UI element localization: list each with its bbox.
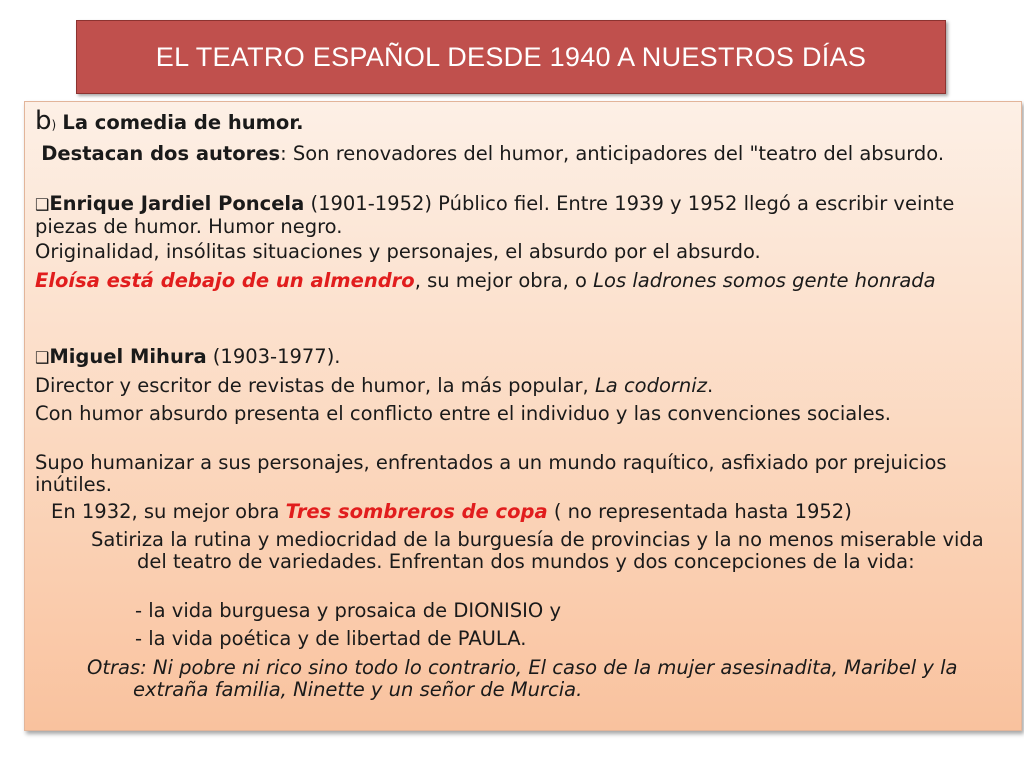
life-poetic: - la vida poética y de libertad de PAULA.: [135, 627, 527, 650]
mihura-other-works: Otras: Ni pobre ni rico sino todo lo contrario, El caso de la mujer asesinadita, Maribel y la extraña familia, Ninette y un señor de Murcia.: [87, 656, 958, 701]
checkbox-bullet-icon: ❑: [35, 195, 50, 214]
mihura-humanize: Supo humanizar a sus personajes, enfrentados a un mundo raquítico, asfixiado por prejuicios inútiles.: [35, 451, 947, 496]
jardiel-paragraph: ❑Enrique Jardiel Poncela (1901-1952) Público fiel. Entre 1939 y 1952 llegó a escribir veinte piezas de humor. Humor negro.: [35, 192, 955, 238]
mihura-director: Director y escritor de revistas de humor, la más popular, La codorniz.: [35, 374, 714, 397]
life-bourgeois: - la vida burguesa y prosaica de DIONISIO y: [135, 599, 562, 622]
mihura-satire: Satiriza la rutina y mediocridad de la burguesía de provincias y la no menos miserable vida del teatro de variedades. Enfrentan dos mundos y dos concepciones de la vida:: [91, 528, 984, 573]
slide-title: EL TEATRO ESPAÑOL DESDE 1940 A NUESTROS DÍAS: [155, 41, 867, 72]
checkbox-bullet-icon: ❑: [35, 348, 50, 367]
mihura-best-work: En 1932, su mejor obra Tres sombreros de copa ( no representada hasta 1952): [51, 500, 852, 523]
intro-paragraph: Destacan dos autores: Son renovadores del humor, anticipadores del "teatro del absurdo.: [41, 142, 945, 165]
mihura-heading: ❑Miguel Mihura (1903-1977).: [35, 345, 341, 368]
section-heading: b) La comedia de humor.: [35, 106, 304, 136]
jardiel-originality: Originalidad, insólitas situaciones y personajes, el absurdo por el absurdo.: [35, 240, 761, 263]
slide-title-bar: [76, 20, 946, 94]
mihura-absurd-humor: Con humor absurdo presenta el conflicto entre el individuo y las convenciones sociales.: [35, 402, 891, 425]
jardiel-works: Eloísa está debajo de un almendro, su mejor obra, o Los ladrones somos gente honrada: [35, 269, 936, 292]
content-box: [24, 101, 1022, 731]
